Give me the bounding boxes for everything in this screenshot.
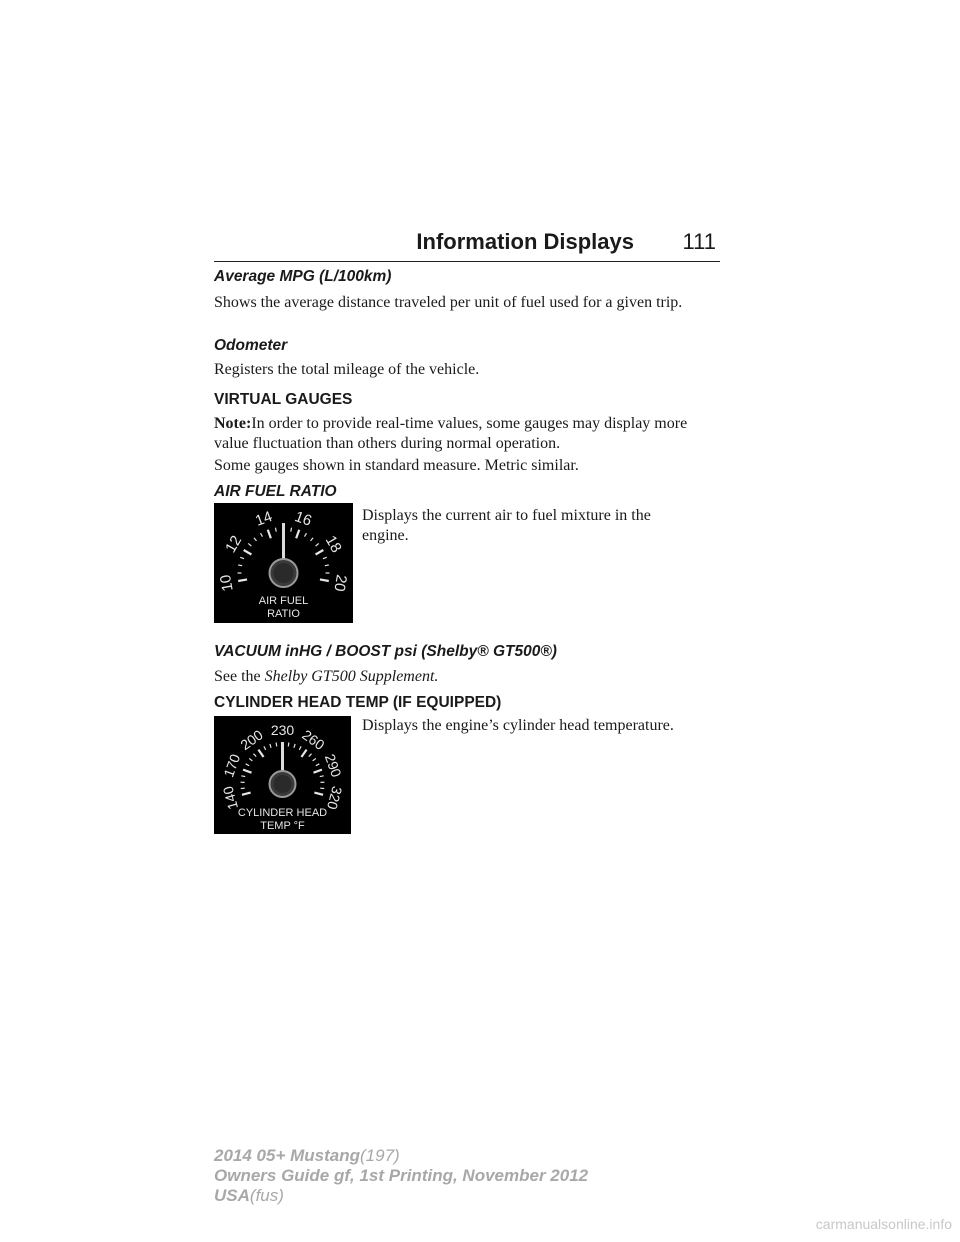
footer-line1	[214, 1146, 588, 1166]
odometer-body: Registers the total mileage of the vehicle.	[214, 361, 480, 378]
cylinder-minor-tick	[264, 746, 266, 750]
footer-line2: Owners Guide gf, 1st Printing, November 2012	[214, 1166, 589, 1185]
air-fuel-major-tick	[320, 579, 329, 581]
air-fuel-tick-label: 10	[217, 573, 237, 593]
odometer-heading: Odometer	[214, 337, 288, 354]
page-footer	[214, 1146, 588, 1206]
air-fuel-minor-tick	[310, 538, 313, 541]
vacuum-see-prefix: See the	[214, 668, 265, 685]
air-fuel-tick-label: 16	[292, 508, 314, 530]
air-fuel-minor-tick	[248, 543, 251, 546]
air-fuel-minor-tick	[254, 538, 257, 541]
air-fuel-tick-label: 18	[321, 532, 345, 556]
air-fuel-major-tick	[238, 579, 247, 581]
cylinder-major-tick	[314, 793, 323, 795]
air-fuel-minor-tick	[305, 533, 307, 536]
cylinder-minor-tick	[320, 776, 324, 777]
air-fuel-label-line2: RATIO	[267, 608, 300, 620]
cylinder-major-tick	[258, 750, 263, 757]
cylinder-gauge	[214, 716, 351, 834]
cylinder-label-line1: CYLINDER HEAD	[237, 807, 328, 819]
air-fuel-major-tick	[296, 530, 299, 538]
cylinder-tick-label: 200	[237, 726, 266, 754]
cylinder-major-tick	[242, 793, 251, 795]
cylinder-major-tick	[243, 770, 251, 773]
cylinder-tick-label: 140	[219, 784, 242, 812]
air-fuel-minor-tick	[323, 557, 327, 558]
header-title: Information Displays	[416, 229, 634, 254]
note-label: Note:	[214, 415, 252, 432]
cylinder-major-tick	[301, 750, 306, 757]
cylinder-minor-tick	[309, 754, 312, 757]
air-fuel-minor-tick	[276, 528, 277, 532]
watermark: carmanualsonline.info	[815, 1216, 952, 1232]
air-fuel-heading: AIR FUEL RATIO	[214, 483, 337, 500]
cylinder-minor-tick	[241, 776, 245, 777]
avg-mpg-body: Shows the average distance traveled per unit of fuel used for a given trip.	[214, 294, 683, 311]
cylinder-minor-tick	[253, 754, 256, 757]
footer-market: USA	[214, 1186, 250, 1205]
cylinder-tick-label: 260	[299, 726, 328, 754]
air-fuel-tick-label: 14	[253, 508, 275, 530]
virtual-gauges-heading: VIRTUAL GAUGES	[214, 391, 353, 408]
air-fuel-minor-tick	[240, 557, 244, 558]
air-fuel-gauge	[214, 503, 353, 623]
cylinder-minor-tick	[246, 764, 250, 766]
cylinder-label-line2: TEMP °F	[260, 820, 305, 832]
cylinder-minor-tick	[299, 746, 301, 750]
cylinder-gauge-svg	[214, 716, 351, 834]
air-fuel-major-tick	[244, 550, 252, 555]
air-fuel-minor-tick	[238, 565, 242, 566]
vacuum-see-ref: Shelby GT500 Supplement.	[264, 668, 439, 685]
cylinder-tick-label: 290	[321, 751, 345, 780]
air-fuel-gauge-svg	[214, 503, 353, 623]
vacuum-body	[214, 667, 714, 687]
cylinder-minor-tick	[288, 742, 289, 746]
cylinder-minor-tick	[294, 744, 295, 748]
cylinder-heading: CYLINDER HEAD TEMP (IF EQUIPPED)	[214, 694, 502, 711]
cylinder-minor-tick	[249, 758, 252, 760]
cylinder-major-tick	[314, 770, 322, 773]
air-fuel-tick-label: 20	[330, 573, 350, 593]
cylinder-tick-label: 230	[270, 722, 295, 738]
air-fuel-minor-tick	[261, 533, 263, 536]
vacuum-heading: VACUUM inHG / BOOST psi (Shelby® GT500®)	[214, 643, 557, 660]
air-fuel-minor-tick	[291, 528, 292, 532]
air-fuel-body: Displays the current air to fuel mixture in the engine.	[362, 507, 651, 544]
air-fuel-minor-tick	[325, 565, 329, 566]
footer-market-code: (fus)	[249, 1186, 284, 1205]
cylinder-minor-tick	[270, 744, 271, 748]
cylinder-minor-tick	[316, 764, 320, 766]
air-fuel-major-tick	[268, 530, 271, 538]
cylinder-minor-tick	[313, 758, 316, 760]
cylinder-tick-label: 320	[323, 784, 346, 812]
page-header	[214, 229, 720, 262]
air-fuel-major-tick	[316, 550, 324, 555]
avg-mpg-heading: Average MPG (L/100km)	[214, 268, 392, 285]
virtual-gauges-note	[214, 414, 704, 454]
page-number: 111	[682, 229, 716, 254]
measure-text: Some gauges shown in standard measure. Metric similar.	[214, 457, 579, 474]
cylinder-tick-label: 170	[220, 751, 244, 780]
footer-model-code: (197)	[360, 1146, 400, 1165]
cylinder-body: Displays the engine’s cylinder head temperature.	[362, 717, 674, 734]
cylinder-minor-tick	[276, 742, 277, 746]
note-text: In order to provide real-time values, some gauges may display more value fluctuation than others during normal operation.	[214, 415, 688, 452]
air-fuel-minor-tick	[316, 543, 319, 546]
footer-line3	[214, 1186, 588, 1206]
air-fuel-tick-label: 12	[222, 532, 246, 556]
air-fuel-label-line1: AIR FUEL	[258, 595, 309, 607]
footer-model: 2014 05+ Mustang	[214, 1146, 360, 1165]
